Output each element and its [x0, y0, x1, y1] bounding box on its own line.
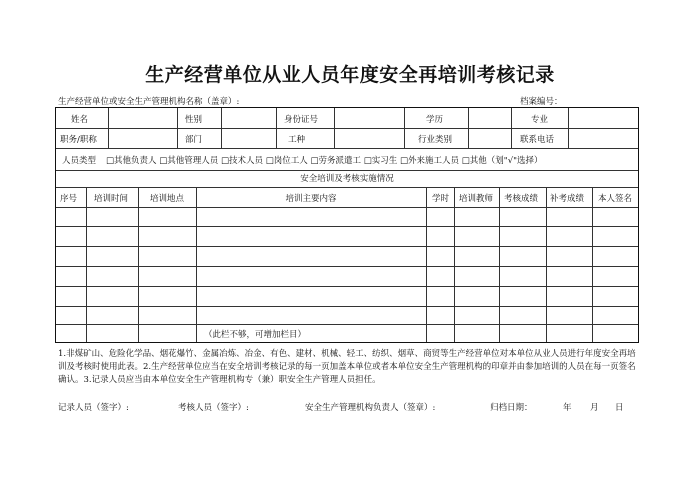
label-major: 专业: [531, 115, 549, 125]
col-divider: [334, 108, 335, 148]
col-divider: [196, 187, 197, 342]
archive-number-label: 档案编号：: [520, 97, 563, 107]
col-divider: [426, 187, 427, 342]
col-divider: [108, 108, 109, 148]
training-record-table: [55, 107, 639, 343]
checkbox-intern[interactable]: □实习生: [363, 156, 398, 166]
label-position-title: 职务/职称: [60, 135, 97, 145]
archive-date-label: 归档日期：: [490, 403, 533, 413]
row-divider: [56, 207, 638, 208]
col-divider: [177, 108, 178, 148]
col-divider: [568, 108, 569, 148]
checkbox-other-leader[interactable]: □其他负责人: [106, 156, 157, 166]
checkbox-post-worker[interactable]: □岗位工人: [265, 156, 308, 166]
date-month-label: 月: [590, 403, 599, 413]
person-type-label: 人员类型: [62, 156, 97, 166]
col-divider: [499, 187, 500, 342]
col-header-makeup-score: 补考成绩: [550, 194, 585, 204]
label-education: 学历: [426, 115, 444, 125]
col-divider: [86, 187, 87, 342]
row-divider: [56, 226, 638, 227]
section-title: 安全培训及考核实施情况: [300, 174, 394, 184]
col-header-teacher: 培训教师: [459, 194, 494, 204]
leader-signature-label: 安全生产管理机构负责人（签章）:: [305, 403, 436, 413]
row-divider: [56, 128, 638, 129]
label-id-number: 身份证号: [284, 115, 319, 125]
col-header-signature: 本人签名: [598, 194, 633, 204]
col-header-hours: 学时: [432, 194, 450, 204]
label-gender: 性别: [185, 115, 203, 125]
page-title: 生产经营单位从业人员年度安全再培训考核记录: [145, 64, 555, 86]
col-divider: [221, 108, 222, 148]
col-header-content: 培训主要内容: [285, 194, 337, 204]
row-divider: [56, 170, 638, 171]
checkbox-other-manager[interactable]: □其他管理人员: [159, 156, 219, 166]
col-divider: [511, 108, 512, 148]
col-header-location: 培训地点: [150, 194, 185, 204]
checkbox-dispatched-worker[interactable]: □劳务派遣工: [310, 156, 362, 166]
col-divider: [404, 108, 405, 148]
col-divider: [138, 187, 139, 342]
label-name: 姓名: [71, 115, 89, 125]
col-divider: [546, 187, 547, 342]
unit-name-label: 生产经营单位或安全生产管理机构名称（盖章）:: [58, 97, 240, 107]
row-divider: [56, 266, 638, 267]
checkbox-other[interactable]: □其他（划"√"选择）: [461, 156, 543, 166]
row-divider: [56, 286, 638, 287]
col-header-no: 序号: [60, 194, 78, 204]
label-phone: 联系电话: [520, 135, 555, 145]
checkbox-technician[interactable]: □技术人员: [221, 156, 264, 166]
col-header-score: 考核成绩: [504, 194, 539, 204]
col-divider: [592, 187, 593, 342]
col-divider: [454, 187, 455, 342]
usage-notes: 1.非煤矿山、危险化学品、烟花爆竹、金属冶炼、冶金、有色、建材、机械、轻工、纺织、烟草、商贸等生产经营单位对本单位从业人员进行年度安全再培训及考核时使用此表。2.生产经营单位应当在安全培训考核记录的每一页加盖本单位或者本单位安全生产管理机构的印章并由参加培训的人员在每一页签名确认。3.记录人员应当由本单位安全生产管理机构专（兼）职安全生产管理人员担任。: [58, 349, 636, 385]
row-divider: [56, 246, 638, 247]
date-day-label: 日: [615, 403, 624, 413]
label-industry: 行业类别: [418, 135, 453, 145]
recorder-signature-label: 记录人员（签字）:: [58, 403, 129, 413]
label-job-type: 工种: [288, 135, 306, 145]
overflow-note: （此栏不够，可增加栏目）: [204, 330, 307, 340]
col-header-time: 培训时间: [94, 194, 129, 204]
person-type-options: [106, 154, 543, 166]
row-divider: [56, 306, 638, 307]
checkbox-external-builder[interactable]: □外来施工人员: [400, 156, 460, 166]
assessor-signature-label: 考核人员（签字）:: [178, 403, 249, 413]
col-divider: [276, 108, 277, 148]
label-department: 部门: [185, 135, 203, 145]
row-divider: [56, 148, 638, 149]
date-year-label: 年: [563, 403, 572, 413]
row-divider: [56, 187, 638, 188]
row-divider: [56, 324, 638, 325]
col-divider: [468, 108, 469, 148]
